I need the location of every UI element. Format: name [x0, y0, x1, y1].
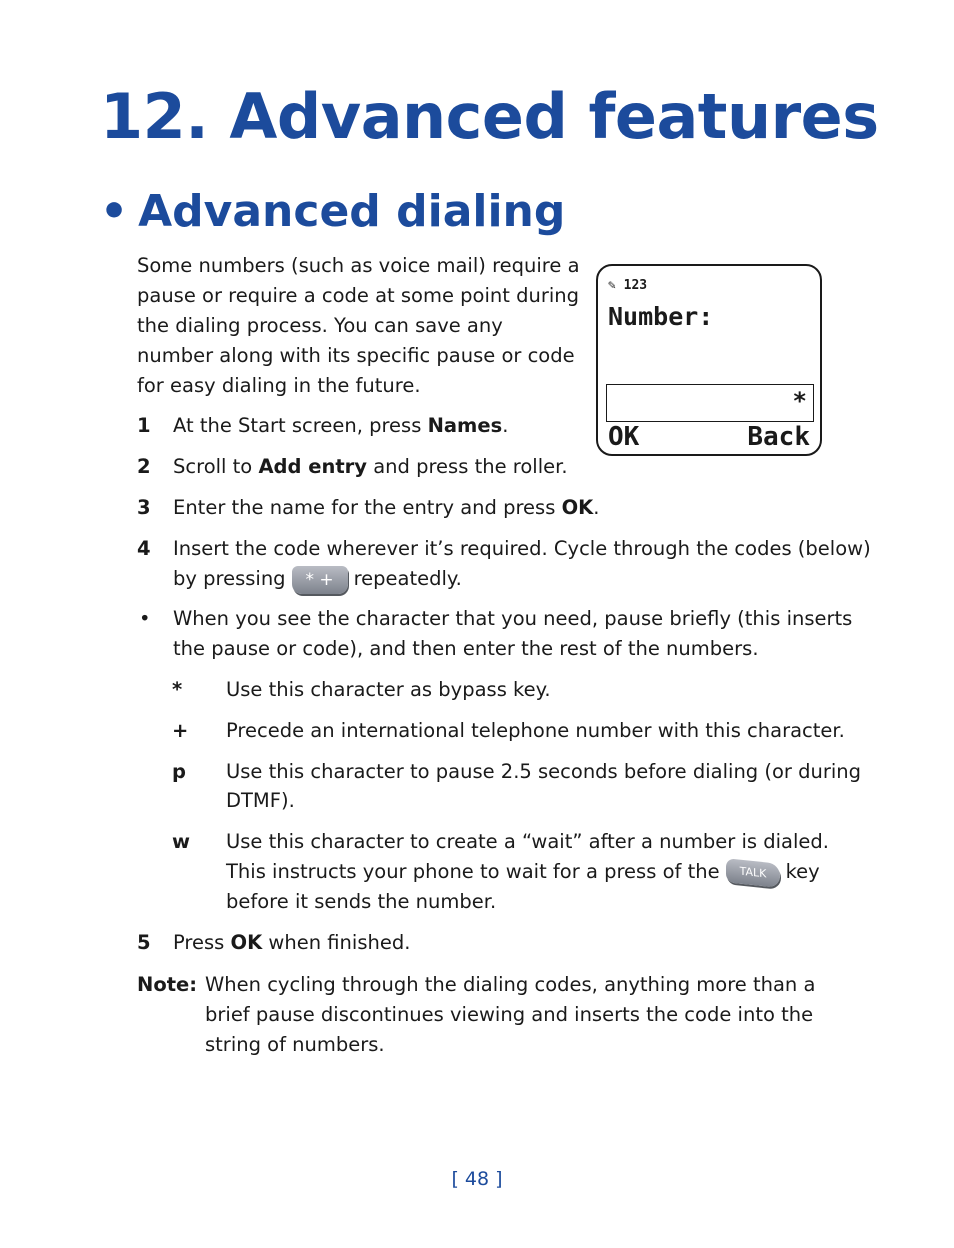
step-text: by pressing — [173, 567, 286, 590]
code-description-end: key — [785, 860, 820, 883]
code-description: Precede an international telephone number with this character. — [226, 719, 845, 742]
note-label: Note: — [137, 973, 198, 996]
phone-status — [608, 278, 647, 293]
chapter-title: 12. Advanced features — [100, 80, 879, 153]
step-text: Enter the name for the entry and press — [173, 496, 562, 519]
phone-screen — [596, 264, 822, 456]
bullet-icon: • — [139, 607, 151, 630]
step-text: Press — [173, 931, 231, 954]
star-key-icon: * + — [292, 566, 348, 594]
code-char: * — [172, 678, 183, 701]
step-bold: Names — [427, 414, 503, 437]
step-text-end: repeatedly. — [353, 567, 462, 590]
phone-left-soft-key: OK — [608, 422, 640, 452]
section-title — [100, 186, 565, 237]
phone-right-soft-key: Back — [747, 422, 810, 452]
step-bold: OK — [230, 931, 263, 954]
section-title-text: Advanced dialing — [138, 186, 566, 237]
step-text-end: . — [593, 496, 600, 519]
phone-input-char: * — [792, 387, 807, 415]
step-bold: Add entry — [258, 455, 367, 478]
code-description: before it sends the number. — [226, 890, 497, 913]
code-char: p — [172, 760, 186, 783]
step-number: 1 — [137, 414, 151, 437]
step-bold: OK — [561, 496, 594, 519]
code-description: DTMF). — [226, 789, 295, 812]
bullet-text: When you see the character that you need, pause briefly (this inserts — [173, 607, 853, 630]
code-description: Use this character to create a “wait” after a number is dialed. — [226, 830, 829, 853]
phone-status-text: 123 — [623, 278, 648, 293]
step-text-end: . — [502, 414, 509, 437]
step-text-end: when finished. — [262, 931, 411, 954]
section-bullet: • — [100, 186, 129, 237]
code-description: Use this character to pause 2.5 seconds before dialing (or during — [226, 760, 862, 783]
step-number: 2 — [137, 455, 151, 478]
phone-prompt: Number: — [608, 302, 714, 331]
signal-icon: ✎ — [608, 278, 616, 293]
step-number: 4 — [137, 537, 151, 560]
step-text: At the Start screen, press — [173, 414, 428, 437]
step-number: 5 — [137, 931, 151, 954]
code-char: + — [172, 719, 189, 742]
code-char: w — [172, 830, 191, 853]
note-text: When cycling through the dialing codes, anything more than a brief pause discontinues viewing and inserts the code into the string of numbers. — [205, 973, 816, 1056]
talk-key-icon: TALK — [726, 858, 780, 888]
phone-input-box — [606, 384, 814, 422]
step-text: Scroll to — [173, 455, 259, 478]
step-number: 3 — [137, 496, 151, 519]
step-text-end: and press the roller. — [367, 455, 568, 478]
code-description: This instructs your phone to wait for a press of the — [226, 860, 720, 883]
step-text: Insert the code wherever it’s required. Cycle through the codes (below) — [173, 537, 871, 560]
bullet-text: the pause or code), and then enter the rest of the numbers. — [173, 637, 759, 660]
code-description: Use this character as bypass key. — [226, 678, 551, 701]
page-number: [ 48 ] — [451, 1168, 503, 1190]
intro-paragraph: Some numbers (such as voice mail) require a pause or require a code at some point during the dialing process. You can save any number along with its specific pause or code for easy dialing in the future. — [137, 254, 580, 397]
